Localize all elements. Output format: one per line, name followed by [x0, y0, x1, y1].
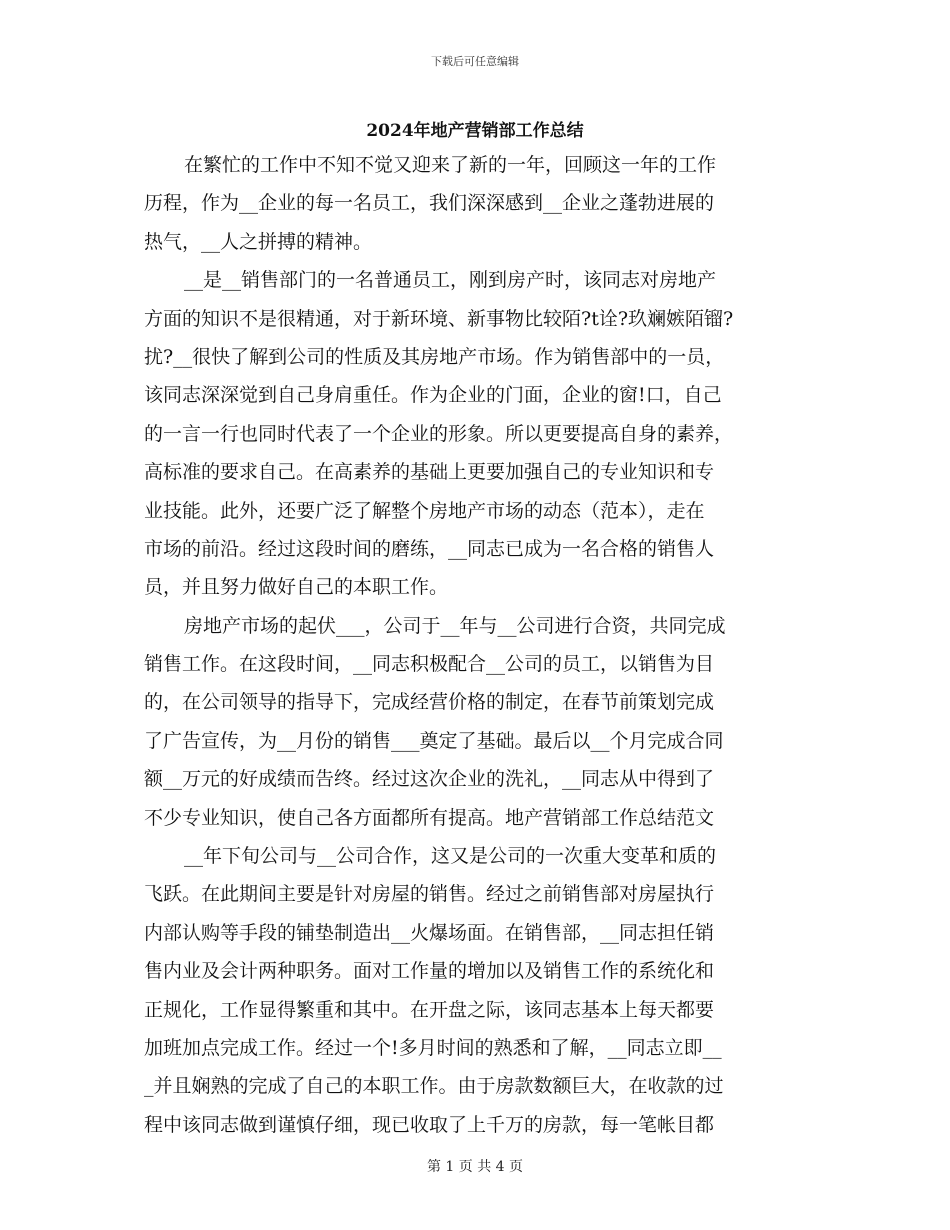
page-number: 第 1 页 共 4 页 [426, 1159, 524, 1175]
paragraph-2-line-9: 员，并且努力做好自己的本职工作。 [144, 576, 449, 599]
paragraph-1-line-1: 在繁忙的工作中不知不觉又迎来了新的一年，回顾这一年的工作 [184, 154, 717, 176]
paragraph-3-line-5: 额__万元的好成绩而告终。经过这次企业的洗礼，__同志从中得到了 [144, 768, 715, 791]
paragraph-4-line-4: 售内业及会计两种职务。面对工作量的增加以及销售工作的系统化和 [144, 960, 715, 983]
paragraph-4-line-6: 加班加点完成工作。经过一个!多月时间的熟悉和了解，__同志立即__ [144, 1036, 722, 1059]
paragraph-4-line-7: _并且娴熟的完成了自己的本职工作。由于房款数额巨大，在收款的过 [144, 1075, 724, 1098]
paragraph-4-line-1: __年下旬公司与__公司合作，这又是公司的一次重大变革和质的 [184, 845, 717, 868]
paragraph-2-line-6: 高标准的要求自己。在高素养的基础上更要加强自己的专业知识和专 [144, 461, 715, 484]
paragraph-2-line-7: 业技能。此外，还要广泛了解整个房地产市场的动态（范本），走在 [144, 499, 705, 522]
paragraph-4-line-3: 内部认购等手段的铺垫制造出__火爆场面。在销售部，__同志担任销 [144, 921, 715, 944]
paragraph-3-line-3: 的，在公司领导的指导下，完成经营价格的制定，在春节前策划完成 [144, 691, 715, 714]
document-body [144, 146, 804, 1144]
paragraph-1-line-2: 历程，作为__企业的每一名员工，我们深深感到__企业之蓬勃进展的 [144, 192, 715, 215]
paragraph-4-line-5: 正规化，工作显得繁重和其中。在开盘之际，该同志基本上每天都要 [144, 998, 715, 1021]
paragraph-4-line-8: 程中该同志做到谨慎仔细，现已收取了上千万的房款，每一笔帐目都 [144, 1113, 715, 1136]
header-note: 下载后可任意编辑 [431, 55, 519, 68]
paragraph-3-line-4: 了广告宣传，为__月份的销售___奠定了基础。最后以__个月完成合同 [144, 729, 724, 752]
paragraph-2-line-3: 扰?__很快了解到公司的性质及其房地产市场。作为销售部中的一员， [144, 345, 725, 368]
paragraph-2-line-5: 的一言一行也同时代表了一个企业的形象。所以更要提高自身的素养， [144, 422, 734, 445]
paragraph-2-line-2: 方面的知识不是很精通，对于新环境、新事物比较陌?t诠?玖斓嫉陌镏? [144, 307, 734, 330]
paragraph-2-line-8: 市场的前沿。经过这段时间的磨练，__同志已成为一名合格的销售人 [144, 537, 715, 560]
paragraph-3-line-2: 销售工作。在这段时间，__同志积极配合__公司的员工，以销售为目 [144, 653, 715, 676]
paragraph-3-line-6: 不少专业知识，使自己各方面都所有提高。地产营销部工作总结范文 [144, 806, 715, 829]
paragraph-2-line-4: 该同志深深觉到自己身肩重任。作为企业的门面，企业的窗!口，自己 [144, 384, 722, 407]
paragraph-2-line-1: __是__销售部门的一名普通员工，刚到房产时，该同志对房地产 [184, 269, 717, 292]
paragraph-4-line-2: 飞跃。在此期间主要是针对房屋的销售。经过之前销售部对房屋执行 [144, 883, 715, 906]
paragraph-1-line-3: 热气，__人之拼搏的精神。 [144, 230, 373, 253]
document-title: 2024年地产营销部工作总结 [366, 121, 584, 141]
paragraph-3-line-1: 房地产市场的起伏___，公司于__年与__公司进行合资，共同完成 [184, 614, 726, 637]
